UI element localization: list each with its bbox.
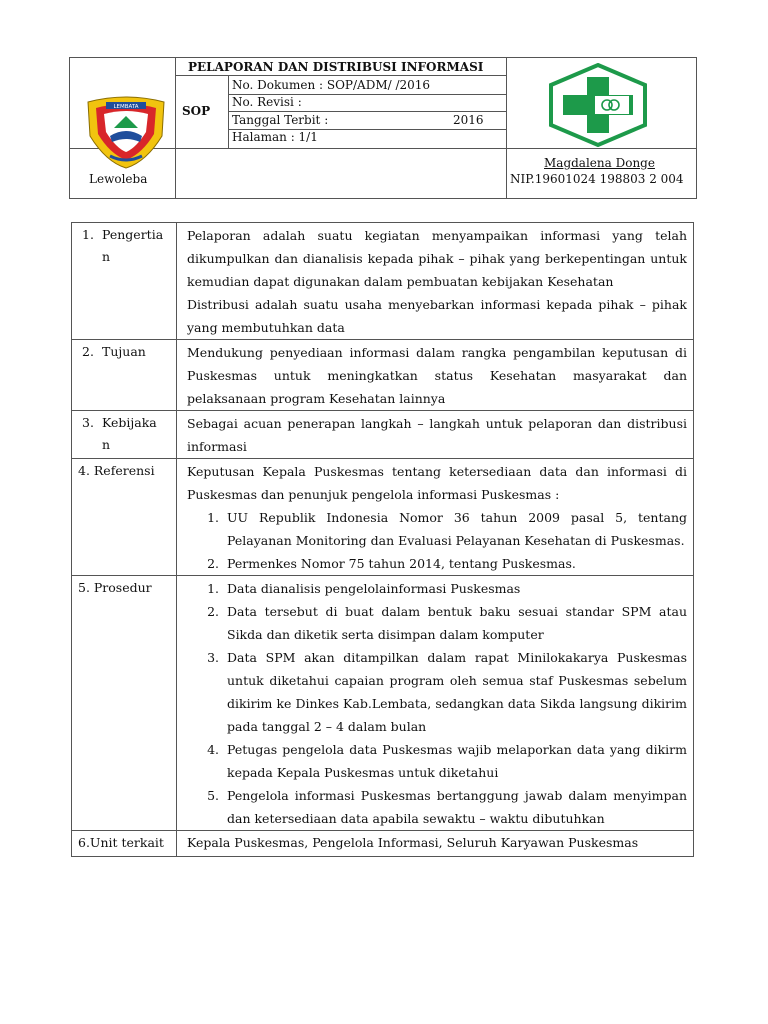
- list-item: 5. Pengelola informasi Puskesmas bertanggung jawab dalam menyimpan dan ketersediaan data apabila sewaktu – waktu dibutuhkan: [223, 784, 687, 830]
- page-number: Halaman : 1/1: [232, 130, 318, 144]
- document-number: No. Dokumen : SOP/ADM/ /2016: [232, 78, 431, 92]
- row-kebijakan: [72, 411, 694, 459]
- signer-nip: NIP.19601024 198803 2 004: [510, 172, 684, 186]
- list-item: 3. Data SPM akan ditampilkan dalam rapat Minilokakarya Puskesmas untuk diketahui capaian program oleh semua staf Puskesmas sebelum dikirim ke Dinkes Kab.Lembata, sedangkan data Sikda langsung dikirim pada tanggal 2 – 4 dalam bulan: [223, 646, 687, 738]
- pengertian-label-b: n: [102, 249, 111, 264]
- puskesmas-logo: [547, 63, 649, 147]
- issue-date-label: Tanggal Terbit :: [232, 113, 329, 127]
- regency-crest-logo: [84, 92, 168, 170]
- row-unit-terkait: [72, 831, 694, 857]
- prosedur-label: 5. Prosedur: [78, 580, 152, 595]
- tujuan-text: Mendukung penyediaan informasi dalam rangka pengambilan keputusan di Puskesmas untuk meningkatkan status Kesehatan masyarakat dan pelaksanaan program Kesehatan lainnya: [187, 345, 687, 406]
- pengertian-number: 1.: [82, 227, 94, 242]
- kebijakan-label-b: n: [102, 437, 111, 452]
- pengertian-paragraph-1: Pelaporan adalah suatu kegiatan menyampaikan informasi yang telah dikumpulkan dan dianalisis kepada pihak – pihak yang berkepentingan untuk kemudian dapat digunakan dalam pembuatan kebijakan Kesehatan: [187, 228, 687, 289]
- kebijakan-label-a: Kebijaka: [102, 415, 157, 430]
- tujuan-number: 2.: [82, 344, 94, 359]
- row-tujuan: [72, 340, 694, 411]
- kebijakan-number: 3.: [82, 415, 94, 430]
- issue-date-year: 2016: [453, 113, 484, 127]
- unit-terkait-label: 6.Unit terkait: [78, 835, 164, 850]
- list-item: 1. Data dianalisis pengelolainformasi Puskesmas: [223, 577, 687, 600]
- pengertian-paragraph-2: Distribusi adalah suatu usaha menyebarkan informasi kepada pihak – pihak yang membutuhkan data: [187, 297, 687, 335]
- tujuan-label: Tujuan: [102, 344, 146, 359]
- pengertian-label-a: Pengertia: [102, 227, 164, 242]
- referensi-intro: Keputusan Kepala Puskesmas tentang ketersediaan data dan informasi di Puskesmas dan penunjuk pengelola informasi Puskesmas :: [187, 464, 687, 502]
- prosedur-list: [177, 576, 693, 830]
- referensi-list: [177, 506, 693, 575]
- list-item: 2. Permenkes Nomor 75 tahun 2014, tentang Puskesmas.: [223, 552, 687, 575]
- revision-number: No. Revisi :: [232, 95, 302, 109]
- row-prosedur: [72, 576, 694, 831]
- list-item: 4. Petugas pengelola data Puskesmas wajib melaporkan data yang dikirm kepada Kepala Puskesmas untuk diketahui: [223, 738, 687, 784]
- document-title: PELAPORAN DAN DISTRIBUSI INFORMASI: [188, 60, 484, 74]
- row-referensi: [72, 459, 694, 576]
- unit-terkait-text: Kepala Puskesmas, Pengelola Informasi, Seluruh Karyawan Puskesmas: [187, 835, 639, 850]
- kebijakan-text: Sebagai acuan penerapan langkah – langkah untuk pelaporan dan distribusi informasi: [187, 416, 687, 454]
- sop-content-table: [71, 222, 694, 857]
- location-label: Lewoleba: [89, 172, 148, 186]
- list-item: 2. Data tersebut di buat dalam bentuk baku sesuai standar SPM atau Sikda dan diketik serta disimpan dalam komputer: [223, 600, 687, 646]
- row-pengertian: [72, 223, 694, 340]
- referensi-label: 4. Referensi: [78, 463, 155, 478]
- sop-header: [69, 57, 697, 199]
- sop-label: SOP: [182, 104, 211, 118]
- signer-name: Magdalena Donge: [544, 156, 655, 170]
- crest-banner-text: LEMBATA: [113, 104, 139, 110]
- list-item: 1. UU Republik Indonesia Nomor 36 tahun 2009 pasal 5, tentang Pelayanan Monitoring dan Evaluasi Pelayanan Kesehatan di Puskesmas.: [223, 506, 687, 552]
